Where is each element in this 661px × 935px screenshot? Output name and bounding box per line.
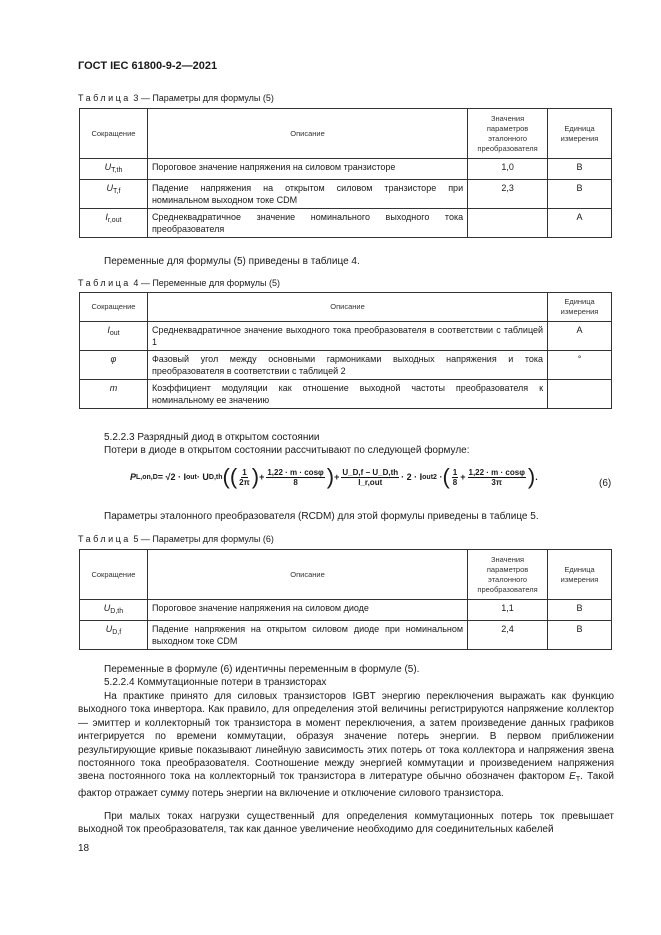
- table3-unit: В: [548, 180, 612, 209]
- table4-caption-word: Таблица: [78, 278, 131, 288]
- table3-header-unit: Единица измерения: [548, 109, 612, 159]
- frac-den: I_r,out: [358, 477, 383, 487]
- table4-desc: Фазовый угол между основными гармониками выходных напряжения и тока преобразователя в соответствии с таблицей 2: [147, 351, 547, 380]
- frac-num: U_D,f − U_D,th: [342, 467, 399, 477]
- frac-den: 3π: [491, 477, 502, 487]
- factor-symbol-sub: T: [575, 776, 581, 784]
- table3-caption-text: 3 — Параметры для формулы (5): [133, 93, 274, 103]
- table3-symbol: [80, 209, 148, 238]
- frac-num: 1: [452, 467, 458, 477]
- table5-header-value: Значения параметров эталонного преобразователя: [468, 550, 548, 600]
- table5: [79, 549, 612, 650]
- table3-unit: В: [548, 159, 612, 180]
- table3-desc: Среднеквадратичное значение номинального выходного тока преобразователя: [147, 209, 467, 238]
- formula-plus-3: +: [460, 472, 466, 482]
- symbol-main: U: [106, 183, 114, 193]
- paragraph-igbt-text: На практике принято для силовых транзисторов IGBT энергию переключения выражать как функцию выходного тока инвертора. Как правило, для определения этой величины регистрируются напряжение коллектор — эмиттер и коллекторный ток транзистора в момент переключения, а затем произведение данных графиков интегрируется по времени коммутации, образуя значение потерь энергии. В первом приближении результирующие кривые показывают линейную зависимость этих потерь от тока коллектора и напряжения звена постоянного тока преобразователя. Соотношение между энергией коммутации и произведением напряжения звена постоянного тока на коллекторный ток транзистора в литературе обычно обозначен фактором: [78, 691, 614, 783]
- formula-frac-3: [341, 468, 399, 487]
- table4-header-abbr: Сокращение: [80, 293, 148, 322]
- table3-header-value: Значения параметров эталонного преобразователя: [468, 109, 548, 159]
- table3-value: 1,0: [468, 159, 548, 180]
- frac-den: 8: [452, 477, 458, 487]
- formula-period: .: [535, 472, 538, 482]
- formula-eq-part: = √2 · I: [157, 472, 186, 482]
- symbol-main: U: [104, 162, 112, 172]
- table4-header-unit: Единица измерения: [548, 293, 612, 322]
- table4-desc: Среднеквадратичное значение выходного тока преобразователя в соответствии с таблицей 1: [147, 322, 547, 351]
- table-row: [80, 159, 612, 180]
- section-5223-text: Потери в диоде в открытом состоянии рассчитывают по следующей формуле:: [104, 445, 470, 456]
- table3-value: [468, 209, 548, 238]
- table3-unit: А: [548, 209, 612, 238]
- symbol-main: m: [109, 383, 118, 393]
- table5-caption-word: Таблица: [78, 534, 131, 544]
- table4-header-row: [80, 293, 612, 322]
- table5-header-row: [80, 550, 612, 600]
- table3-value: 2,3: [468, 180, 548, 209]
- table3-symbol: [80, 180, 148, 209]
- frac-num: 1,22 · m · cosφ: [267, 467, 324, 477]
- table5-header-desc: Описание: [147, 550, 467, 600]
- formula-plus-2: +: [334, 472, 340, 482]
- frac-den: 8: [293, 477, 298, 487]
- table-row: [80, 600, 612, 621]
- table5-caption: [78, 534, 274, 544]
- factor-symbol: E: [569, 771, 576, 783]
- formula-dot: ·: [436, 472, 443, 482]
- table5-desc: Падение напряжения на открытом силовом диоде при номинальном выходном токе CDM: [147, 621, 467, 650]
- symbol-sub: T,f: [113, 188, 121, 195]
- formula-bracket-open: ((: [222, 464, 238, 489]
- section-5224-heading: 5.2.2.4 Коммутационные потери в транзисторах: [104, 677, 327, 688]
- table3-symbol: [80, 159, 148, 180]
- table3-desc: Пороговое значение напряжения на силовом транзисторе: [147, 159, 467, 180]
- table4-unit: А: [548, 322, 612, 351]
- formula-mid-sub: out: [422, 473, 434, 481]
- table4-caption-text: 4 — Переменные для формулы (5): [133, 278, 281, 288]
- table-row: [80, 380, 612, 409]
- formula-frac-4: [452, 468, 458, 487]
- formula-number: (6): [599, 478, 612, 489]
- formula-ud-part: · U: [196, 472, 209, 482]
- symbol-sub: r,out: [107, 217, 122, 224]
- table-row: [80, 322, 612, 351]
- table4-unit: [548, 380, 612, 409]
- table3-caption: [78, 93, 274, 103]
- formula-i-sub: out: [186, 473, 197, 481]
- table3-header-desc: Описание: [147, 109, 467, 159]
- table5-header-unit: Единица измерения: [548, 550, 612, 600]
- formula-paren-close-3: ): [527, 464, 536, 489]
- table3: [79, 108, 612, 238]
- paragraph-small-currents: При малых токах нагрузки существенный для определения коммутационных потерь ток превышает выходной ток преобразователя, так как данное увеличение необходимо для соединительных кабелей: [78, 811, 614, 836]
- symbol-sub: out: [109, 330, 120, 337]
- symbol-sub: D,f: [112, 629, 122, 636]
- table4-symbol: [80, 380, 148, 409]
- table3-header-abbr: Сокращение: [80, 109, 148, 159]
- table3-caption-word: Таблица: [78, 93, 131, 103]
- paragraph-identical: Переменные в формуле (6) идентичны переменным в формуле (5).: [104, 664, 420, 675]
- table5-symbol: [80, 621, 148, 650]
- table-row: [80, 621, 612, 650]
- paragraph-igbt: [78, 690, 614, 800]
- symbol-main: I: [105, 212, 108, 222]
- table4-symbol: [80, 322, 148, 351]
- formula-6: [130, 466, 538, 488]
- table4-unit: °: [548, 351, 612, 380]
- table3-header-row: [80, 109, 612, 159]
- formula-lhs-sub: L,on,D: [136, 473, 158, 481]
- formula-mid: · 2 · I: [401, 472, 423, 482]
- formula-frac-1: [239, 468, 250, 487]
- paragraph-igbt-end: . Такой фактор отражает сумму потерь энергии на включение и отключение силового транзистора.: [78, 771, 615, 799]
- symbol-main: φ: [110, 354, 117, 364]
- table-row: [80, 351, 612, 380]
- table4-header-desc: Описание: [147, 293, 547, 322]
- formula-frac-2: [266, 468, 324, 487]
- document-header: ГОСТ IEC 61800-9-2—2021: [78, 60, 218, 72]
- table-row: [80, 180, 612, 209]
- table-row: [80, 209, 612, 238]
- formula-paren-close: ): [251, 464, 260, 489]
- symbol-sub: D,th: [110, 608, 124, 615]
- table5-unit: В: [548, 621, 612, 650]
- formula-plus: +: [259, 472, 265, 482]
- table4-desc: Коэффициент модуляции как отношение выходной частоты преобразователя к номинальному ее значению: [147, 380, 547, 409]
- symbol-main: I: [107, 325, 110, 335]
- paragraph-variables-5: Переменные для формулы (5) приведены в таблице 4.: [104, 256, 360, 267]
- symbol-main: U: [103, 603, 111, 613]
- paragraph-rcdm: Параметры эталонного преобразователя (RCDM) для этой формулы приведены в таблице 5.: [104, 511, 539, 522]
- page-number: 18: [78, 843, 90, 854]
- symbol-main: U: [105, 624, 113, 634]
- formula-paren-open-2: (: [442, 464, 450, 489]
- formula-ud-sub: D,th: [208, 473, 223, 481]
- formula-square: 2: [433, 473, 437, 481]
- table5-value: 2,4: [468, 621, 548, 650]
- table3-desc: Падение напряжения на открытом силовом транзисторе при номинальном выходном токе CDM: [147, 180, 467, 209]
- table4-symbol: [80, 351, 148, 380]
- table5-header-abbr: Сокращение: [80, 550, 148, 600]
- table5-desc: Пороговое значение напряжения на силовом диоде: [147, 600, 467, 621]
- section-5223-heading: 5.2.2.3 Разрядный диод в открытом состоянии: [104, 432, 320, 443]
- frac-num: 1: [242, 467, 247, 477]
- table5-caption-text: 5 — Параметры для формулы (6): [133, 534, 274, 544]
- frac-num: 1,22 · m · cosφ: [468, 467, 525, 477]
- symbol-sub: T,th: [111, 167, 123, 174]
- table4-caption: [78, 278, 280, 288]
- formula-lhs: P: [130, 472, 137, 482]
- table5-value: 1,1: [468, 600, 548, 621]
- formula-paren-close-2: ): [326, 464, 335, 489]
- formula-frac-5: [468, 468, 526, 487]
- frac-den: 2π: [239, 477, 250, 487]
- table4: [79, 292, 612, 409]
- table5-unit: В: [548, 600, 612, 621]
- table5-symbol: [80, 600, 148, 621]
